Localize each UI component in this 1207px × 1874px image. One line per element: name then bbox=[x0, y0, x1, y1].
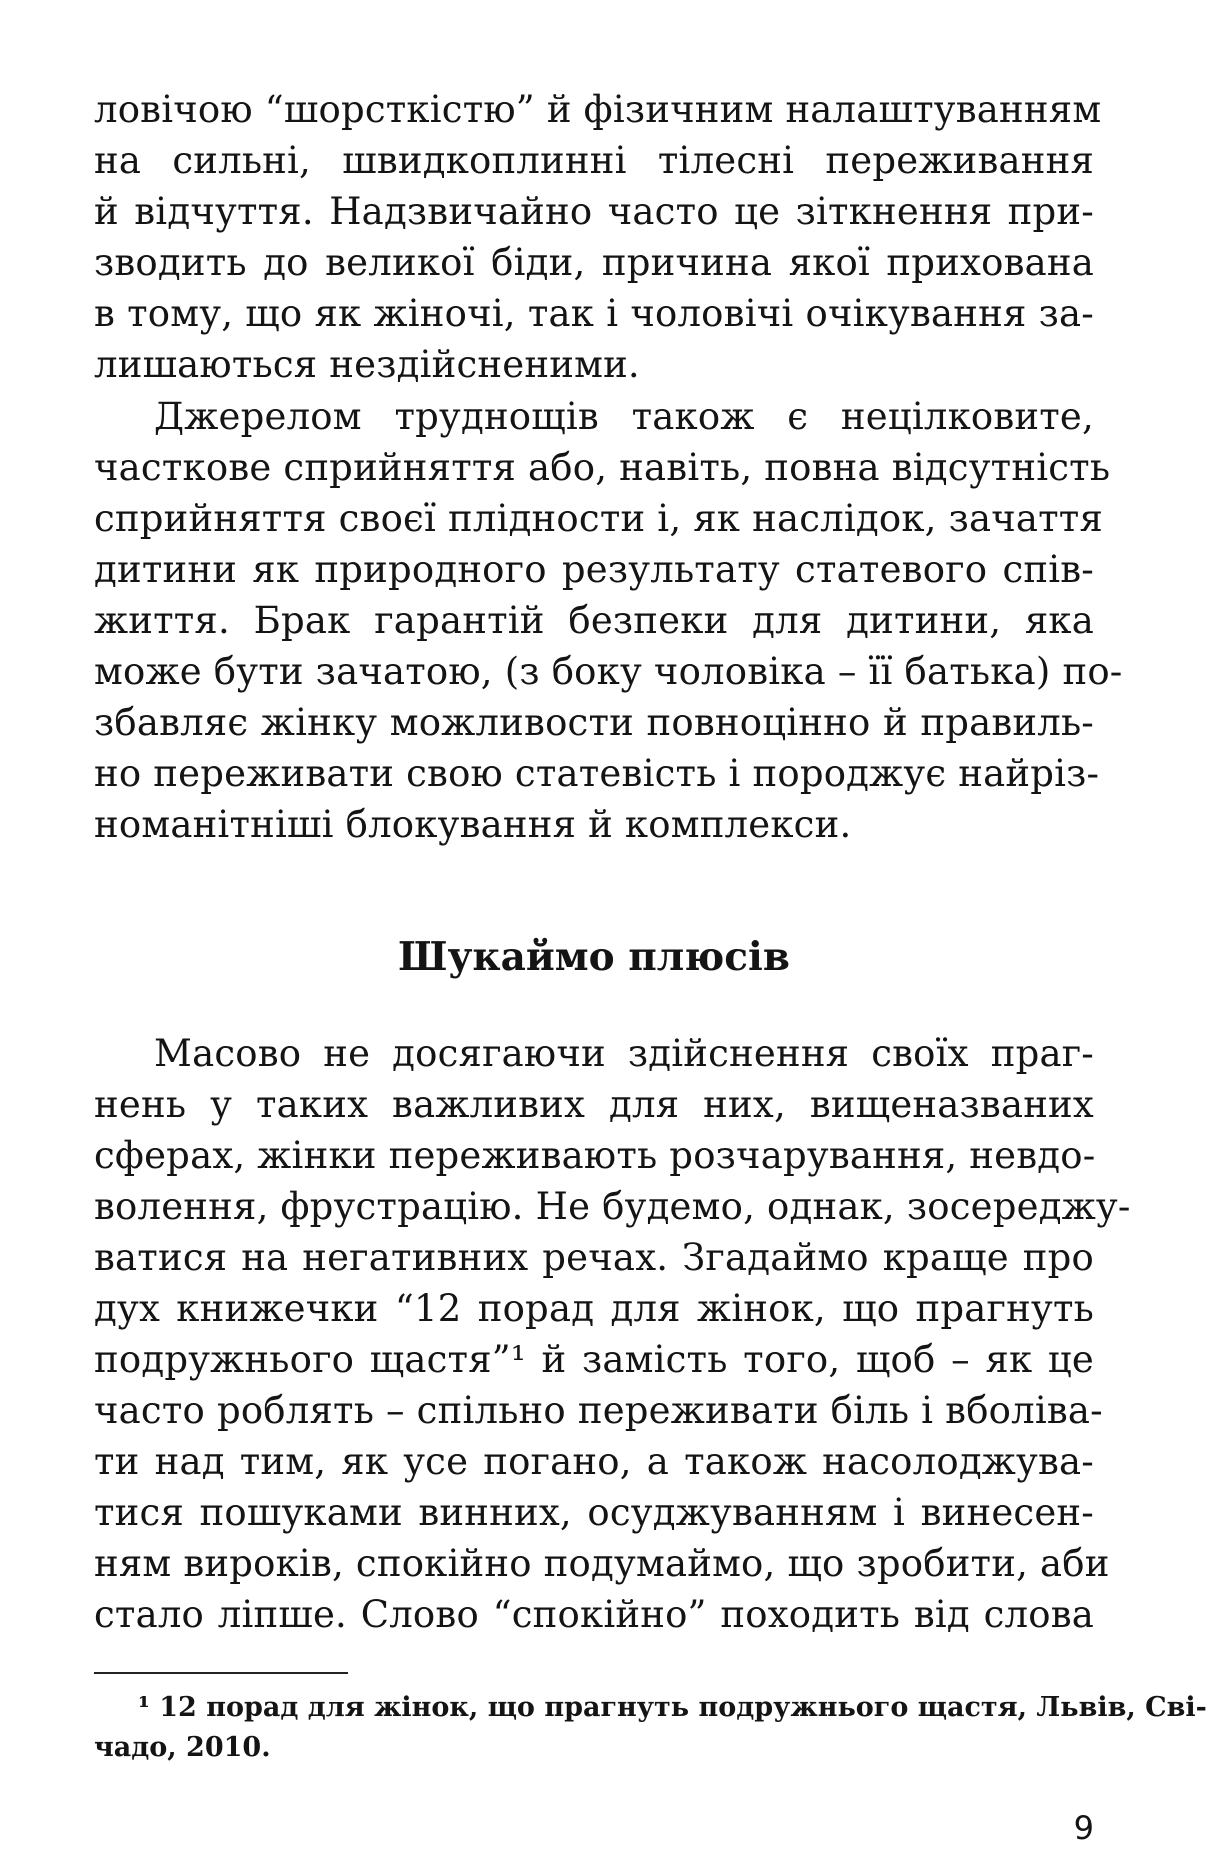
text-line: лишаються нездійсненими. bbox=[94, 343, 640, 386]
text-line: на сильні, швидкоплинні тілесні переживання bbox=[94, 139, 1094, 182]
text-line: сприйняття своєї плідности і, як наслідок, зачаття bbox=[94, 497, 1104, 540]
section-heading: Шукаймо плюсів bbox=[398, 934, 790, 980]
text-line: часткове сприйняття або, навіть, повна відсутність bbox=[94, 446, 1111, 489]
text-line: подружнього щастя”¹ й замість того, щоб – як це bbox=[94, 1338, 1094, 1381]
text-line: ням вироків, спокійно подумаймо, що зробити, аби bbox=[94, 1542, 1110, 1585]
page-number: 9 bbox=[1073, 1809, 1094, 1847]
text-line: часто роблять – спільно переживати біль і вболіва- bbox=[94, 1389, 1103, 1432]
text-line: стало ліпше. Слово “спокійно” походить від слова bbox=[94, 1593, 1094, 1636]
text-line: Масово не досягаючи здійснення своїх праг- bbox=[154, 1032, 1094, 1075]
footnote-line: ¹ 12 порад для жінок, що прагнуть подружнього щастя, Львів, Сві- bbox=[138, 1692, 1207, 1723]
text-line: но переживати свою статевість і породжує найріз- bbox=[94, 752, 1100, 795]
text-line: ловічою “шорсткістю” й фізичним налаштуванням bbox=[94, 88, 1102, 131]
text-line: волення, фрустрацію. Не будемо, однак, зосереджу- bbox=[94, 1185, 1131, 1228]
text-line: дух книжечки “12 порад для жінок, що прагнуть bbox=[94, 1287, 1094, 1330]
text-line: номанітніші блокування й комплекси. bbox=[94, 803, 852, 846]
text-line: зводить до великої біди, причина якої прихована bbox=[94, 241, 1094, 284]
footnote-rule bbox=[94, 1672, 348, 1674]
text-line: ватися на негативних речах. Згадаймо краще про bbox=[94, 1236, 1094, 1279]
text-line: сферах, жінки переживають розчарування, невдо- bbox=[94, 1134, 1096, 1177]
text-line: ти над тим, як усе погано, а також насолоджува- bbox=[94, 1440, 1094, 1483]
text-line: життя. Брак гарантій безпеки для дитини, яка bbox=[94, 599, 1094, 642]
text-line: в тому, що як жіночі, так і чоловічі очікування за- bbox=[94, 292, 1094, 335]
text-line: тися пошуками винних, осуджуванням і винесен- bbox=[94, 1491, 1094, 1534]
text-line: дитини як природного результату статевого спів- bbox=[94, 548, 1094, 591]
book-page bbox=[94, 88, 1207, 1847]
text-line: й відчуття. Надзвичайно часто це зіткнення при- bbox=[94, 190, 1094, 233]
footnote-line: чадо, 2010. bbox=[94, 1732, 271, 1763]
text-line: Джерелом труднощів також є нецілковите, bbox=[154, 395, 1094, 438]
text-line: може бути зачатою, (з боку чоловіка – її батька) по- bbox=[94, 650, 1123, 693]
text-line: нень у таких важливих для них, вищеназваних bbox=[94, 1083, 1094, 1126]
text-line: збавляє жінку можливости повноцінно й правиль- bbox=[94, 701, 1094, 744]
